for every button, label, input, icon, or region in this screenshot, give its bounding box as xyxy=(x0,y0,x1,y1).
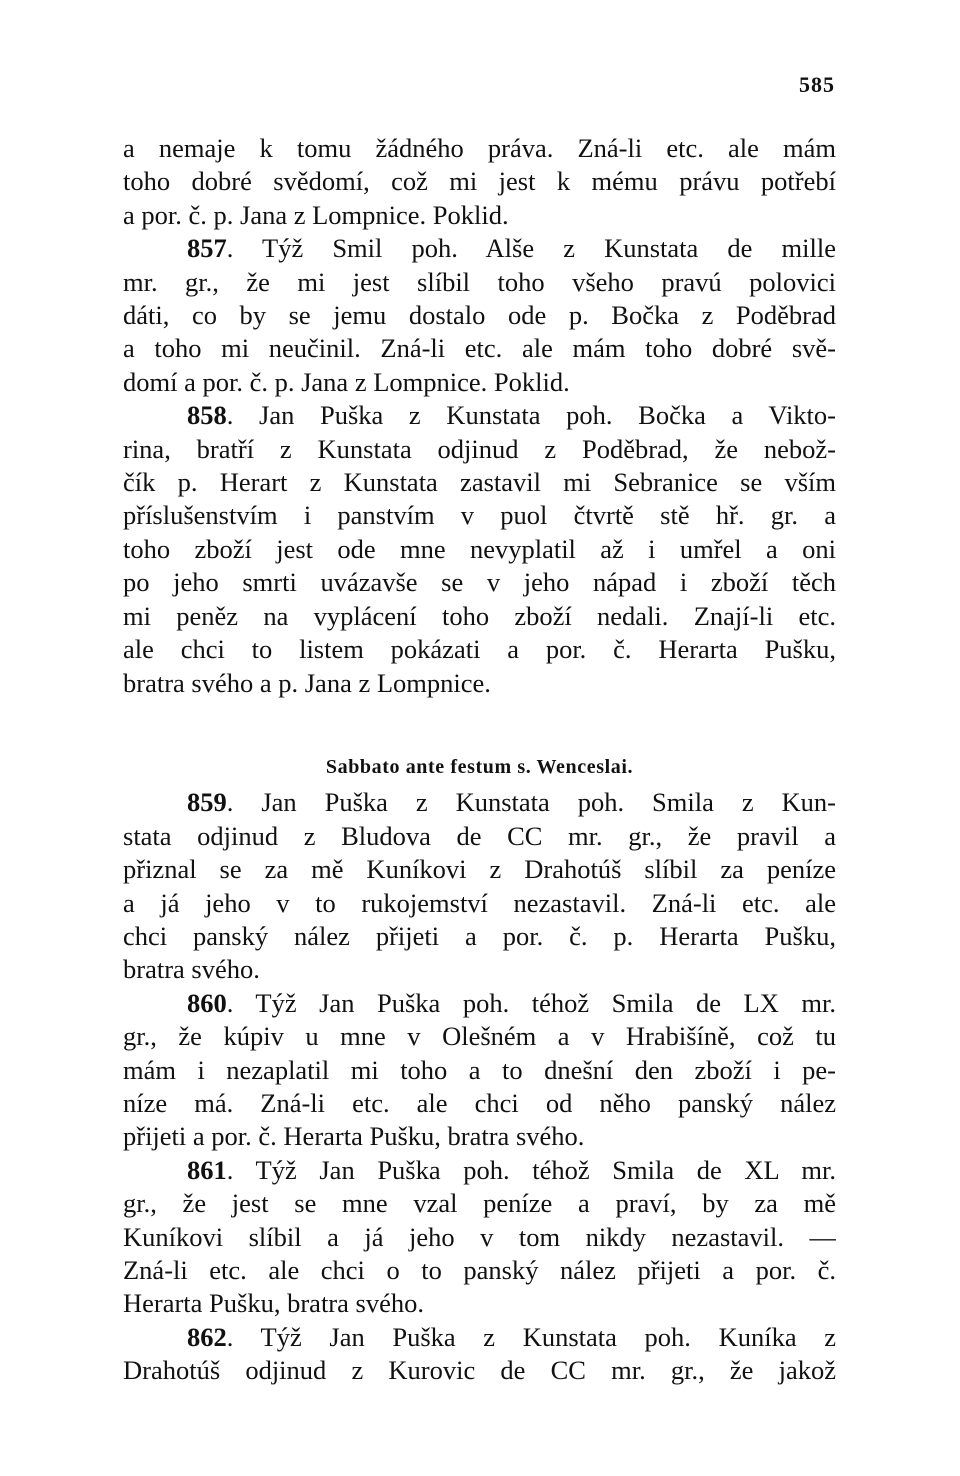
text-line xyxy=(123,566,836,599)
line-text: mr. gr., že mi jest slíbil toho všeho pravú polovici xyxy=(123,266,836,297)
text-line xyxy=(123,499,836,532)
text-line xyxy=(123,332,836,365)
line-text: domí a por. č. p. Jana z Lompnice. Poklid. xyxy=(123,366,570,397)
line-text: gr., že jest se mne vzal peníze a praví, by za mě xyxy=(123,1188,836,1219)
line-text: a por. č. p. Jana z Lompnice. Poklid. xyxy=(123,199,509,230)
section-heading: Sabbato ante festum s. Wenceslai. xyxy=(325,755,634,778)
text-line xyxy=(123,820,836,853)
line-text: a nemaje k tomu žádného práva. Zná-li etc. ale mám xyxy=(123,133,836,163)
line-text: Herarta Pušku, bratra svého. xyxy=(123,1288,424,1319)
entries-block-1 xyxy=(123,132,836,700)
line-text: chci panský nález přijeti a por. č. p. Herarta Pušku, xyxy=(123,920,836,951)
text-line xyxy=(123,433,836,466)
text-line xyxy=(123,132,836,165)
line-text: mi peněz na vyplácení toho zboží nedali. Znají-li etc. xyxy=(123,600,836,631)
text-line xyxy=(123,1020,836,1053)
line-text: příslušenstvím i panstvím v puol čtvrtě stě hř. gr. a xyxy=(123,500,836,531)
line-text: . Týž Jan Puška poh. téhož Smila de LX mr. xyxy=(226,987,836,1018)
text-line xyxy=(123,366,836,399)
text-line xyxy=(123,853,836,886)
entries-block-2 xyxy=(123,786,836,1387)
line-text: přijeti a por. č. Herarta Pušku, bratra svého. xyxy=(123,1121,585,1152)
text-line xyxy=(123,1154,836,1187)
text-line xyxy=(123,1054,836,1087)
line-text: čík p. Herart z Kunstata zastavil mi Sebranice se vším xyxy=(123,467,836,498)
line-text: dáti, co by se jemu dostalo ode p. Bočka z Poděbrad xyxy=(123,300,836,331)
text-line xyxy=(123,887,836,920)
entry-number: 861 xyxy=(187,1154,227,1185)
text-line xyxy=(123,1354,836,1387)
text-line xyxy=(123,199,836,232)
line-text: . Jan Puška z Kunstata poh. Smila z Kun- xyxy=(226,787,836,818)
line-text: a toho mi neučinil. Zná-li etc. ale mám toho dobré svě- xyxy=(123,333,836,364)
line-text: níze má. Zná-li etc. ale chci od něho panský nález xyxy=(123,1087,836,1118)
text-line xyxy=(123,1087,836,1120)
line-text: a já jeho v to rukojemství nezastavil. Zná-li etc. ale xyxy=(123,887,836,918)
line-text: . Týž Jan Puška z Kunstata poh. Kuníka z xyxy=(226,1321,836,1352)
line-text: . Jan Puška z Kunstata poh. Bočka a Vikto- xyxy=(226,400,836,431)
text-line xyxy=(123,1187,836,1220)
line-text: toho zboží jest ode mne nevyplatil až i umřel a oni xyxy=(123,533,836,564)
line-text: ale chci to listem pokázati a por. č. Herarta Pušku, xyxy=(123,634,836,665)
text-block xyxy=(123,132,836,1388)
entry-number: 862 xyxy=(187,1321,227,1352)
line-text: po jeho smrti uvázavše se v jeho nápad i zboží těch xyxy=(123,567,836,598)
line-text: . Týž Jan Puška poh. téhož Smila de XL mr. xyxy=(226,1154,836,1185)
text-line xyxy=(123,953,836,986)
line-text: gr., že kúpiv u mne v Olešném a v Hrabišíně, což tu xyxy=(123,1021,836,1052)
text-line xyxy=(123,633,836,666)
text-line xyxy=(123,600,836,633)
text-line xyxy=(123,786,836,819)
entry-number: 858 xyxy=(187,400,227,431)
line-text: přiznal se za mě Kuníkovi z Drahotúš slíbil za peníze xyxy=(123,854,836,885)
text-line xyxy=(123,987,836,1020)
entry-number: 859 xyxy=(187,787,227,818)
text-line xyxy=(123,399,836,432)
line-text: toho dobré svědomí, což mi jest k mému právu potřebí xyxy=(123,166,836,197)
entry-number: 860 xyxy=(187,987,227,1018)
line-text: stata odjinud z Bludova de CC mr. gr., že pravil a xyxy=(123,820,836,851)
text-line xyxy=(123,533,836,566)
line-text: rina, bratří z Kunstata odjinud z Poděbrad, že nebož- xyxy=(123,433,836,464)
text-line xyxy=(123,920,836,953)
line-text: bratra svého a p. Jana z Lompnice. xyxy=(123,667,491,698)
line-text: Drahotúš odjinud z Kurovic de CC mr. gr., že jakož xyxy=(123,1355,836,1386)
text-line xyxy=(123,232,836,265)
page-number: 585 xyxy=(799,72,835,97)
line-text: . Týž Smil poh. Alše z Kunstata de mille xyxy=(226,233,836,264)
text-line xyxy=(123,1120,836,1153)
text-line xyxy=(123,266,836,299)
text-line xyxy=(123,1287,836,1320)
line-text: mám i nezaplatil mi toho a to dnešní den zboží i pe- xyxy=(123,1054,836,1085)
text-line xyxy=(123,165,836,198)
entry-number: 857 xyxy=(187,233,227,264)
text-line xyxy=(123,299,836,332)
text-line xyxy=(123,667,836,700)
text-line xyxy=(123,466,836,499)
line-text: Kuníkovi slíbil a já jeho v tom nikdy nezastavil. — xyxy=(123,1221,836,1252)
text-line xyxy=(123,1254,836,1287)
text-line xyxy=(123,1321,836,1354)
text-line xyxy=(123,1221,836,1254)
line-text: bratra svého. xyxy=(123,954,260,985)
line-text: Zná-li etc. ale chci o to panský nález přijeti a por. č. xyxy=(123,1254,836,1285)
